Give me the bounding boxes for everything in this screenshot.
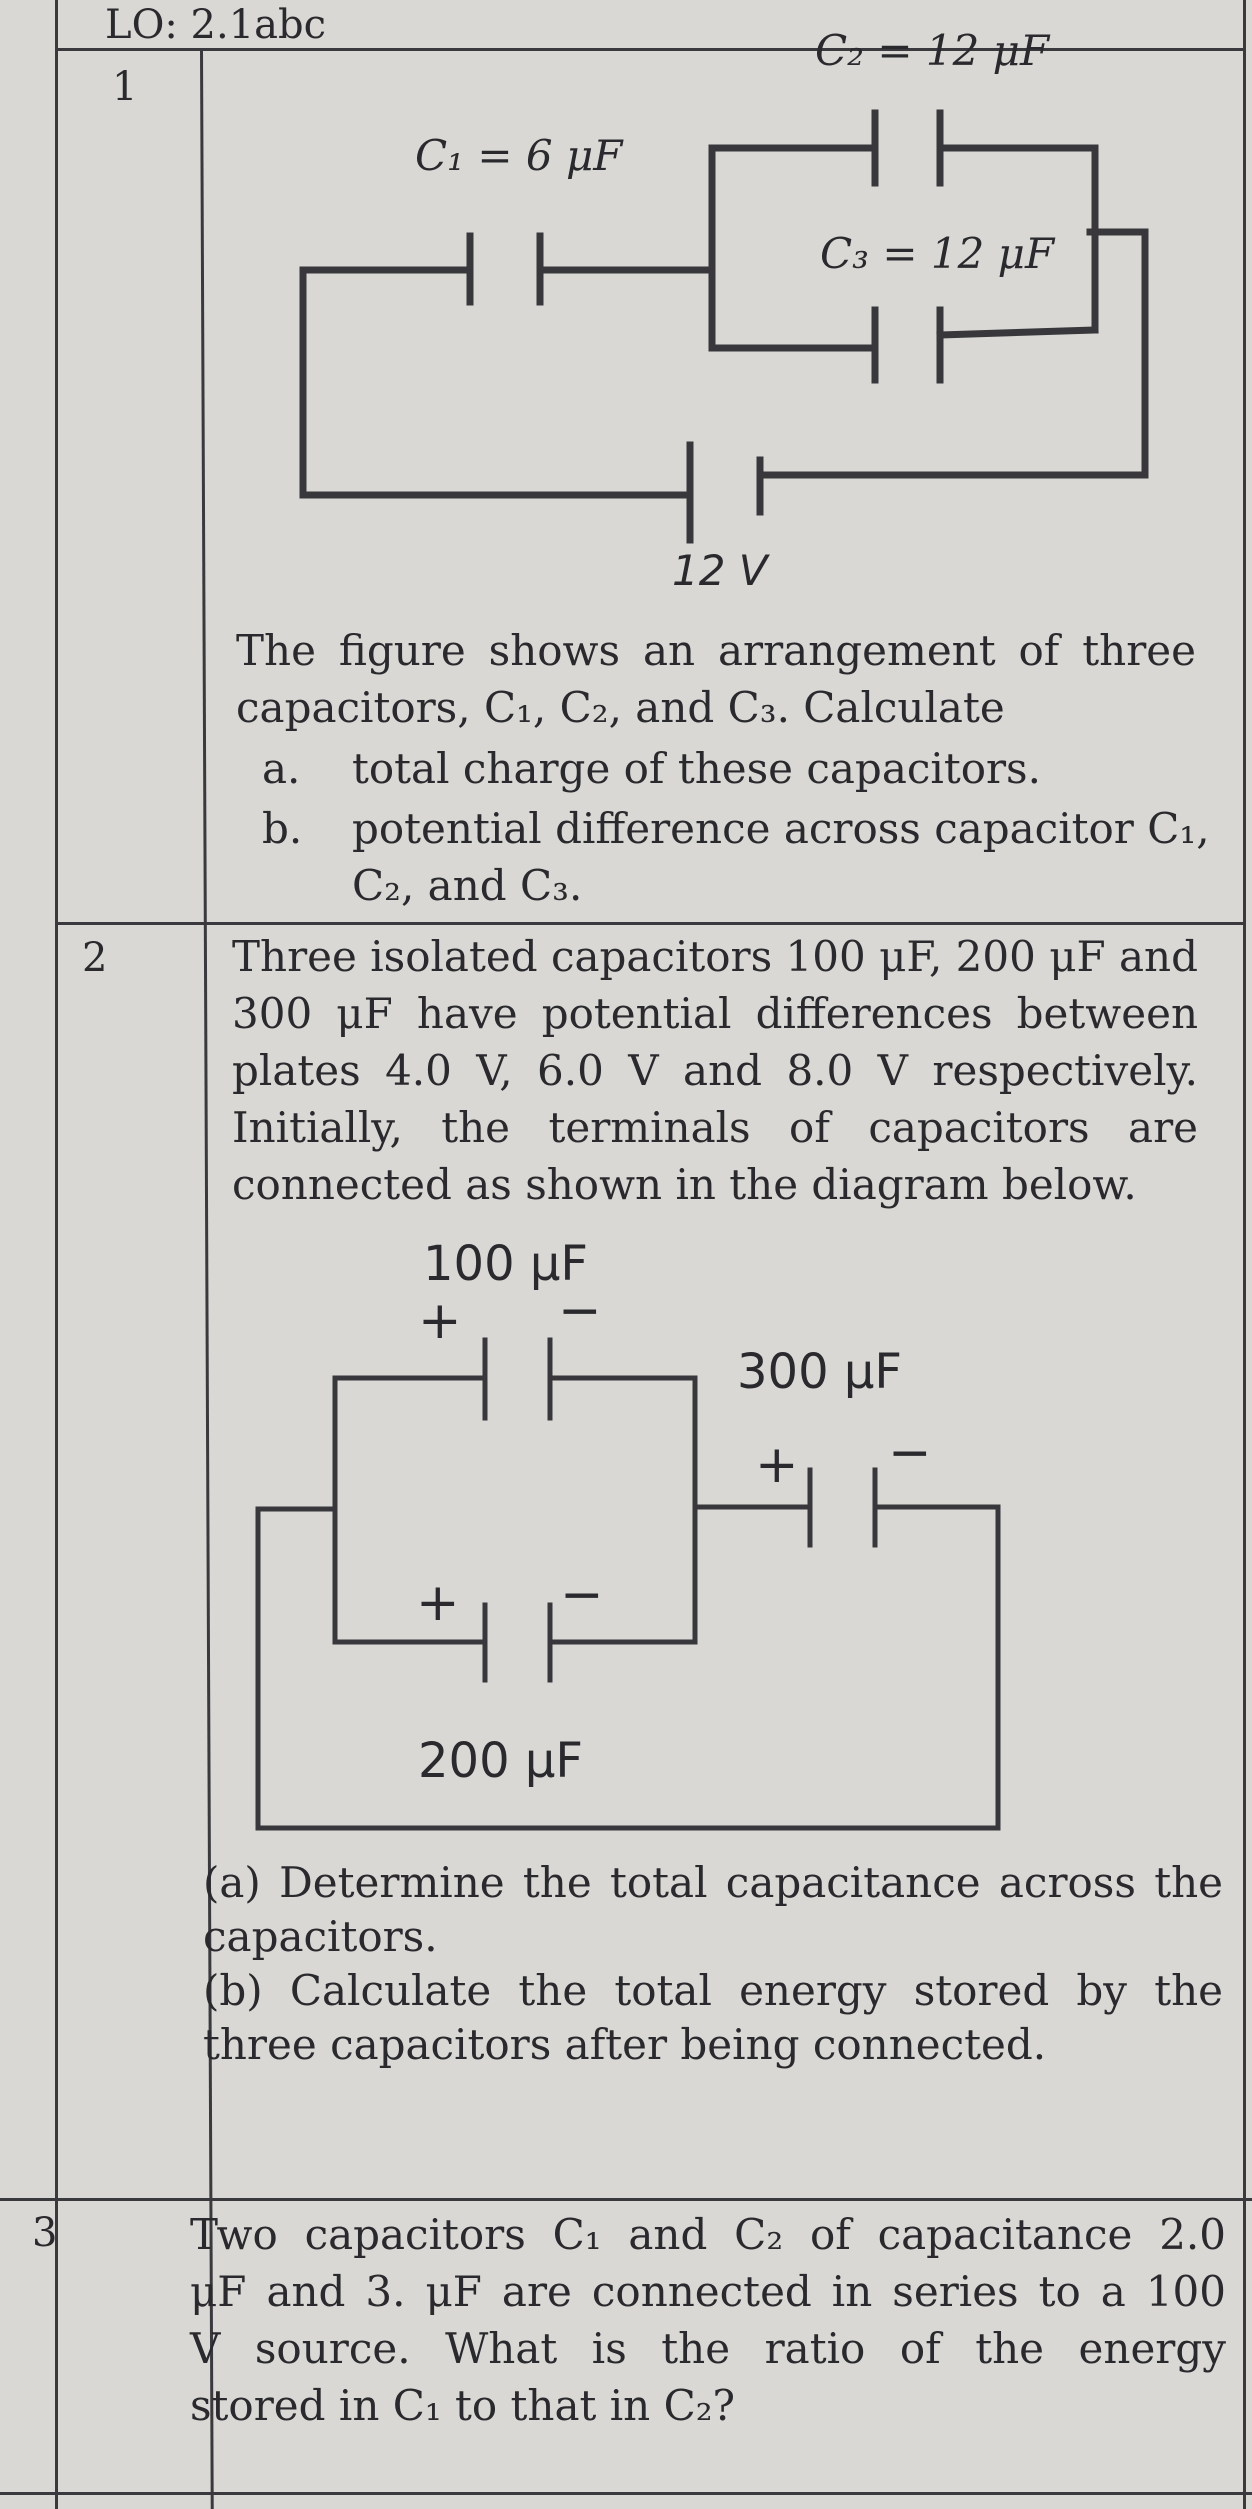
part-text: potential difference across capacitor C₁, <box>352 804 1210 853</box>
capacitor-circuit-figure-2 <box>0 1220 1252 1840</box>
cap-300uf-label: 300 μF <box>737 1344 903 1400</box>
text-line: three capacitors after being connected. <box>203 2020 1047 2069</box>
plus-sign: + <box>416 1573 460 1633</box>
question-number: 2 <box>82 935 108 981</box>
row-divider-2 <box>0 2198 1252 2201</box>
question-1-part-b-continued <box>352 857 582 914</box>
question-1-part-b <box>262 800 1210 857</box>
question-2-text <box>232 928 1198 1213</box>
text-line: Initially, the terminals of capacitors are <box>232 1103 1198 1152</box>
question-number: 3 <box>32 2210 58 2256</box>
part-label: b. <box>262 804 303 853</box>
question-1-part-a <box>262 740 1041 797</box>
minus-sign: − <box>560 1565 604 1625</box>
text-line: connected as shown in the diagram below. <box>232 1160 1137 1209</box>
text-line: stored in C₁ to that in C₂? <box>190 2381 736 2430</box>
text-line: μF and 3. μF are connected in series to a 100 <box>190 2267 1226 2316</box>
text-line: The figure shows an arrangement of three <box>236 626 1196 675</box>
c2-label: C₂ = 12 μF <box>815 26 1050 75</box>
text-line: Three isolated capacitors 100 μF, 200 μF and <box>232 932 1198 981</box>
part-label: a. <box>262 744 301 793</box>
row-divider-3 <box>0 2492 1252 2495</box>
question-number: 1 <box>112 64 138 110</box>
text-line: capacitors, C₁, C₂, and C₃. Calculate <box>236 683 1005 732</box>
minus-sign: − <box>558 1281 602 1341</box>
c1-label: C₁ = 6 μF <box>415 131 623 180</box>
cap-100uf-label: 100 μF <box>423 1236 589 1292</box>
part-text: C₂, and C₃. <box>352 861 583 910</box>
part-text: total charge of these capacitors. <box>352 744 1041 793</box>
question-1-text <box>236 622 1196 736</box>
capacitor-circuit-figure-1 <box>0 0 1252 620</box>
plus-sign: + <box>755 1435 799 1495</box>
plus-sign: + <box>418 1291 462 1351</box>
c3-label: C₃ = 12 μF <box>820 229 1055 278</box>
text-line: plates 4.0 V, 6.0 V and 8.0 V respectively. <box>232 1046 1198 1095</box>
row-divider-1 <box>55 922 1245 925</box>
source-voltage-label: 12 V <box>672 546 768 595</box>
question-3-text <box>190 2206 1226 2434</box>
text-line: capacitors. <box>203 1912 438 1961</box>
text-line: 300 μF have potential differences between <box>232 989 1198 1038</box>
learning-outcome-label: LO: 2.1abc <box>105 2 327 48</box>
text-line: (a) Determine the total capacitance across the <box>203 1858 1223 1907</box>
text-line: (b) Calculate the total energy stored by the <box>203 1966 1223 2015</box>
minus-sign: − <box>888 1423 932 1483</box>
text-line: V source. What is the ratio of the energy <box>190 2324 1226 2373</box>
question-2-parts <box>203 1856 1223 2072</box>
text-line: Two capacitors C₁ and C₂ of capacitance 2.0 <box>190 2210 1226 2259</box>
cap-200uf-label: 200 μF <box>418 1733 584 1789</box>
